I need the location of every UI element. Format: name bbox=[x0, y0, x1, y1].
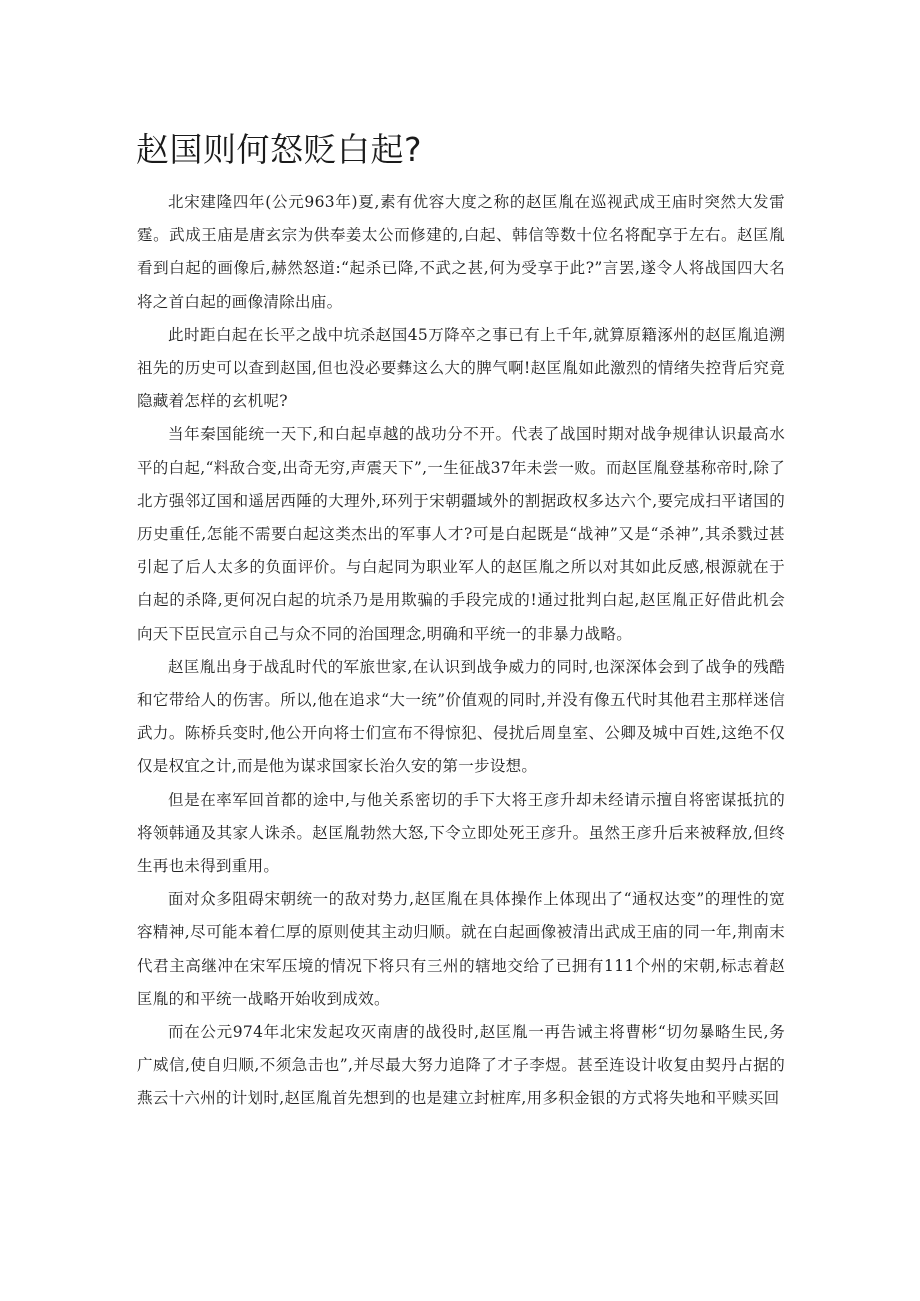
article-body bbox=[137, 186, 785, 1116]
paragraph: 面对众多阻碍宋朝统一的敌对势力,赵匡胤在具体操作上体现出了“通权达变”的理性的宽容精神,尽可能本着仁厚的原则使其主动归顺。就在白起画像被清出武成王庙的同一年,荆南末代君主高继冲在宋军压境的情况下将只有三州的辖地交给了已拥有111个州的宋朝,标志着赵匡胤的和平统一战略开始收到成效。 bbox=[137, 890, 785, 1008]
paragraph: 北宋建隆四年(公元963年)夏,素有优容大度之称的赵匡胤在巡视武成王庙时突然大发雷霆。武成王庙是唐玄宗为供奉姜太公而修建的,白起、韩信等数十位名将配享于左右。赵匡胤看到白起的画像后,赫然怒道:“起杀已降,不武之甚,何为受享于此?”言罢,遂令人将战国四大名将之首白起的画像清除出庙。 bbox=[137, 193, 785, 311]
paragraph: 但是在率军回首都的途中,与他关系密切的手下大将王彦升却未经请示擅自将密谋抵抗的将领韩通及其家人诛杀。赵匡胤勃然大怒,下令立即处死王彦升。虽然王彦升后来被释放,但终生再也未得到重用。 bbox=[137, 790, 785, 876]
paragraph: 而在公元974年北宋发起攻灭南唐的战役时,赵匡胤一再告诫主将曹彬“切勿暴略生民,务广威信,使自归顺,不须急击也”,并尽最大努力追降了才子李煜。甚至连设计收复由契丹占据的燕云十六州的计划时,赵匡胤首先想到的也是建立封桩库,用多积金银的方式将失地和平赎买回 bbox=[137, 1023, 785, 1108]
paragraph: 赵匡胤出身于战乱时代的军旅世家,在认识到战争威力的同时,也深深体会到了战争的残酷和它带给人的伤害。所以,他在追求“大一统”价值观的同时,并没有像五代时其他君主那样迷信武力。陈桥兵变时,他公开向将士们宣布不得惊犯、侵扰后周皇室、公卿及城中百姓,这绝不仅仅是权宜之计,而是他为谋求国家长治久安的第一步设想。 bbox=[137, 657, 785, 776]
paragraph: 当年秦国能统一天下,和白起卓越的战功分不开。代表了战国时期对战争规律认识最高水平的白起,“料敌合变,出奇无穷,声震天下”,一生征战37年未尝一败。而赵匡胤登基称帝时,除了北方强邻辽国和遥居西陲的大理外,环列于宋朝疆域外的割据政权多达六个,要完成扫平诸国的历史重任,怎能不需要白起这类杰出的军事人才?可是白起既是“战神”又是“杀神”,其杀戮过甚引起了后人太多的负面评价。与白起同为职业军人的赵匡胤之所以对其如此反感,根源就在于白起的杀降,更何况白起的坑杀乃是用欺骗的手段完成的!通过批判白起,赵匡胤正好借此机会向天下臣民宣示自己与众不同的治国理念,明确和平统一的非暴力战略。 bbox=[137, 425, 785, 643]
page-title: 赵国则何怒贬白起? bbox=[136, 130, 423, 169]
paragraph: 此时距白起在长平之战中坑杀赵国45万降卒之事已有上千年,就算原籍涿州的赵匡胤追溯祖先的历史可以查到赵国,但也没必要彝这么大的脾气啊!赵匡胤如此激烈的情绪失控背后究竟隐藏着怎样的玄机呢? bbox=[137, 325, 785, 411]
